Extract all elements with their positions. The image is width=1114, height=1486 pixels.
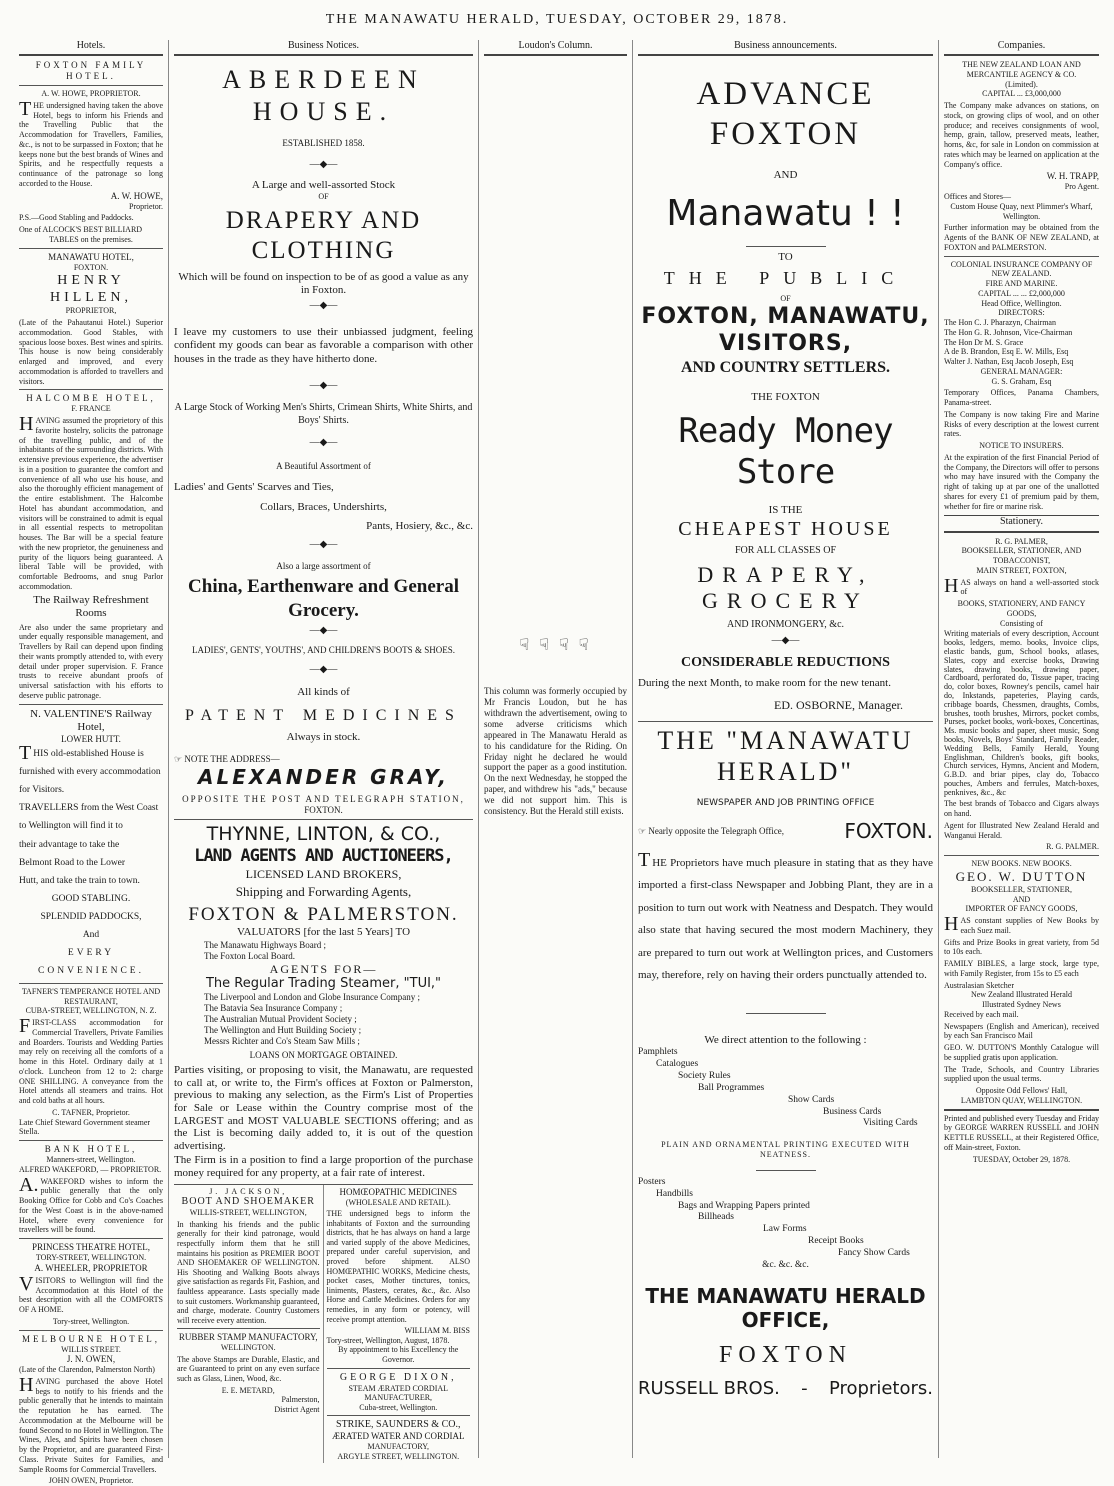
ad-body: GEO. W. DUTTON'S Monthly Catalogue will be supplied gratis upon application. [944, 1043, 1099, 1062]
ornament: —◆— [309, 663, 338, 675]
ad-line: Head Office, Wellington. [981, 298, 1062, 308]
ad-line: OPPOSITE THE POST AND TELEGRAPH STATION, [182, 793, 465, 804]
ad-headline: CONSIDERABLE REDUCTIONS [681, 654, 890, 670]
ad-proprietor: A. WHEELER, PROPRIETOR [34, 1262, 148, 1273]
ad-name: ALEXANDER GRAY, [198, 765, 449, 790]
ad-title: J. JACKSON, [209, 1186, 288, 1196]
ad-role: Pro Agent. [1064, 182, 1099, 192]
print-item: Posters [638, 1176, 666, 1187]
ad-line: Collars, Braces, Undershirts, [260, 500, 387, 513]
ad-line: The Batavia Sea Insurance Company ; [204, 1003, 343, 1014]
ad-signature-role: Proprietor. [129, 201, 163, 211]
print-item: Ball Programmes [698, 1082, 765, 1093]
ad-headline: FOXTON, MANAWATU, VISITORS, [641, 304, 930, 356]
ad-signature: ED. OSBORNE, Manager. [774, 698, 903, 713]
ad-line: AGENTS FOR— [269, 961, 378, 976]
ad-body: At the expiration of the first Financial Period of the Company, the Directors will offer to persons who may have insured with the Company the right of taking up at par one of the unallotted shares for every £1 of premium paid by them, whether for fire or marine risk. [944, 452, 1099, 511]
ad-headline: Manawatu ! ! [666, 193, 905, 235]
ad-line: The Foxton Local Board. [204, 950, 295, 961]
ad-line: CAPITAL ... ... £2,000,000 [978, 288, 1065, 298]
ad-line: Ladies' and Gents' Scarves and Ties, [174, 480, 334, 493]
print-item: Bags and Wrapping Papers printed [678, 1200, 810, 1211]
ad-place: WELLINGTON. [220, 1343, 276, 1353]
ad-role: BOOKSELLER, STATIONER, [971, 884, 1072, 894]
ad-place: Palmerston, [281, 1395, 320, 1405]
ad-body: Parties visiting, or proposing to visit, the Manawatu, are requested to call at, or write to, the Firm's offices at Foxton or Palmerston, previous to making any selection, as the Firm's List of Properties for Sale or Lease within the Country comprise most of the LARGEST and MOST VALUABLE SECTIONS offering; and as the List is becoming daily added to, it is out of the question advertising. [174, 1063, 473, 1152]
ad-line: to Wellington will find it to [19, 821, 123, 832]
ad-address: ARGYLE STREET, WELLINGTON. [337, 1451, 460, 1461]
ad-role: IMPORTER OF FANCY GOODS, [965, 904, 1078, 914]
ad-line: BOOKS, STATIONERY, AND FANCY GOODS, [957, 599, 1086, 618]
ad-body: HAS always on hand a well-assorted stock of [944, 574, 1099, 597]
ad-line: THE FOXTON [751, 391, 820, 404]
ad-subtitle: (Limited). [1005, 79, 1038, 89]
ad-line: Walter J. Nathan, Esq Jacob Joseph, Esq [944, 357, 1074, 367]
print-item: Fancy Show Cards [838, 1248, 910, 1259]
print-item: Catalogues [656, 1059, 699, 1070]
column-heading: Companies. [944, 40, 1099, 56]
loudons-column [479, 40, 633, 1458]
ad-title: THE NEW ZEALAND LOAN AND MERCANTILE AGENCY & CO. [962, 60, 1081, 79]
ad-line: The Manawatu Highways Board ; [204, 939, 326, 950]
print-item: Receipt Books [808, 1236, 864, 1247]
ad-note: (Late of the Clarendon, Palmerston North) [19, 1365, 155, 1375]
ad-line: their advantage to take the [19, 839, 120, 850]
ad-line: PLAIN AND ORNAMENTAL PRINTING EXECUTED WITH NEATNESS. [661, 1140, 910, 1160]
divider [19, 983, 163, 984]
small-ads-left [174, 1185, 324, 1464]
ad-body: VISITORS to Wellington will find the Accommodation at this Hotel of the best description with all the COMFORTS OF A HOME. [19, 1272, 163, 1315]
ad-line: Hutt, and take the train to town. [19, 875, 140, 886]
ad-line: ☞ Nearly opposite the Telegraph Office, [638, 825, 785, 836]
ornament: —◆— [309, 436, 338, 448]
ad-line: AND IRONMONGERY, &c. [726, 619, 845, 631]
ad-body: The above Stamps are Durable, Elastic, and are Guaranteed to print on any even surface such as Glass, Linen, Wood, &c. [177, 1354, 320, 1383]
ornament: —◆— [309, 158, 338, 170]
ad-line: All kinds of [297, 686, 350, 699]
ad-line: Which will be found on inspection to be of as good a value as any in Foxton. [178, 270, 469, 297]
ad-line: FOR ALL CLASSES OF [734, 545, 837, 557]
ad-note: One of ALCOCK'S BEST BILLIARD [19, 225, 143, 235]
divider [19, 1330, 163, 1331]
ad-line: The Hon G. R. Johnson, Vice-Chairman [944, 327, 1073, 337]
ad-signature: JOHN OWEN, Proprietor. [48, 1476, 134, 1486]
ad-line: AND [1012, 894, 1031, 904]
ad-address: Custom House Quay, next Plimmer's Wharf, Wellington. [950, 201, 1093, 221]
ad-line: The Hon Dr M. S. Grace [944, 337, 1024, 347]
ad-body: HAVING purchased the above Hotel begs to notify to his friends and the public generally that he intends to maintain the reputation he has earned. The Accommodation at the Melbourne will be found Second to no Hotel in Wellington. The Wines, Ales, and Spirits have been chosen by the Proprietor, and are guaranteed First-Class. Private Suites for Families, and Sample Rooms for Commercial Travellers. [19, 1373, 163, 1474]
print-item: Billheads [698, 1212, 734, 1223]
ad-body: The Firm is in a position to find a large proportion of the purchase money required for any property, at a fair rate of interest. [174, 1154, 473, 1180]
hotels-column [14, 40, 169, 1486]
divider [756, 1170, 816, 1171]
divider [327, 1415, 471, 1416]
ad-title: PRINCESS THEATRE HOTEL, [31, 1242, 151, 1253]
ad-signature: R. G. PALMER. [1046, 842, 1099, 852]
ad-headline: ADVANCE FOXTON [696, 76, 875, 153]
ad-role: BOOKSELLER, STATIONER, AND TOBACCONIST, [961, 546, 1082, 566]
ad-line: Received by each mail. [944, 1009, 1019, 1019]
ad-line: A de B. Brandon, Esq E. W. Mills, Esq [944, 347, 1069, 357]
ad-line: Shipping and Forwarding Agents, [235, 884, 412, 900]
ad-line: The Wellington and Hutt Building Society ; [204, 1025, 362, 1036]
ad-title: TAFNER'S TEMPERANCE HOTEL AND RESTAURANT, [21, 986, 161, 1006]
ad-line: SPLENDID PADDOCKS, [40, 911, 142, 922]
ad-line: A Beautiful Assortment of [276, 460, 371, 471]
ad-line: furnished with every accommodation [19, 767, 161, 778]
ad-role: PROPRIETOR, [65, 306, 117, 316]
ad-subtitle: BOOT AND SHOEMAKER [181, 1196, 315, 1208]
ad-line: EVERY CONVENIENCE. [38, 947, 144, 976]
ad-subtitle: STEAM ÆRATED CORDIAL MANUFACTURER, [348, 1383, 449, 1403]
ad-note: By appointment to his Excellency the Governor. [338, 1345, 459, 1364]
ad-title: BANK HOTEL, [44, 1144, 138, 1155]
ad-line: The Regular Trading Steamer, "TUI," [205, 976, 442, 992]
ad-line: DIRECTORS: [998, 308, 1045, 318]
ad-line: TRAVELLERS from the West Coast [19, 803, 159, 814]
ad-dash: - [801, 1377, 808, 1399]
ad-place: WILLIS STREET. [61, 1344, 121, 1354]
ornament: —◆— [309, 624, 338, 636]
ad-line: CAPITAL ... £3,000,000 [982, 89, 1061, 99]
ad-role: Proprietors. [828, 1377, 933, 1399]
ad-line: Offices and Stores— [944, 192, 1011, 202]
ad-headline: FOXTON & PALMERSTON. [188, 904, 459, 926]
ad-line: NEWSPAPER AND JOB PRINTING OFFICE [696, 798, 875, 809]
divider [746, 246, 826, 247]
ad-place: FOXTON. [73, 262, 109, 272]
ad-headline: THE MANAWATU HERALD OFFICE, [645, 1283, 926, 1333]
ad-line: THIS old-established House is [19, 742, 144, 765]
ad-line: Australasian Sketcher [944, 980, 1014, 990]
divider [327, 1368, 471, 1369]
ad-subtitle: ESTABLISHED 1858. [282, 137, 365, 148]
business-announcements-column [633, 40, 939, 1458]
ad-proprietor: A. W. HOWE, PROPRIETOR. [41, 89, 141, 99]
ad-line: Also a large assortment of [276, 561, 371, 572]
print-item: Show Cards [788, 1094, 835, 1105]
ad-headline: Ready Money Store [678, 410, 893, 493]
ad-line: A Large and well-assorted Stock [251, 178, 396, 191]
divider [19, 1140, 163, 1141]
ad-line: New Zealand Illustrated Herald [970, 990, 1073, 1000]
divider [177, 1328, 320, 1329]
ad-line: The Hon C. J. Pharazyn, Chairman [944, 318, 1056, 328]
ad-headline: DRAPERY, GROCERY [697, 561, 874, 614]
ad-line: The Liverpool and London and Globe Insurance Company ; [204, 992, 420, 1003]
divider [638, 721, 933, 722]
ad-place: TORY-STREET, WELLINGTON. [35, 1253, 147, 1263]
ad-name: J. N. OWEN, [66, 1354, 116, 1365]
print-item: Society Rules [678, 1070, 731, 1081]
ad-title: The Railway Refreshment Rooms [33, 593, 149, 620]
ad-body: THE Proprietors have much pleasure in stating that as they have imported a first-class Newspaper and Jobbing Plant, they are in a position to turn out work with Neatness and Despatch. They would also state that having secured the most modern Machinery, they are prepared to turn out work at Wellington prices, and Customers may, therefore, rely on having their orders punctually attended to. [638, 848, 933, 982]
ad-headline: DRAPERY AND CLOTHING [225, 206, 422, 265]
ad-line: LADIES', GENTS', YOUTHS', AND CHILDREN'S BOOTS & SHOES. [192, 644, 455, 655]
ad-line: GOOD STABLING. [51, 893, 131, 904]
print-item: Law Forms [763, 1224, 807, 1235]
ad-title: GEORGE DIXON, [339, 1371, 457, 1383]
ad-body: Temporary Offices, Panama Chambers, Panama-street. [944, 388, 1099, 408]
ad-address: Tory-street, Wellington. [52, 1316, 130, 1326]
ad-line: And [82, 929, 100, 940]
ad-line: GENERAL MANAGER: [980, 366, 1063, 376]
ad-signature: WILLIAM M. BISS [404, 1326, 470, 1336]
ad-line: During the next Month, to make room for the new tenant. [638, 676, 891, 689]
ad-name: GEO. W. DUTTON [955, 868, 1088, 884]
ad-line: Always in stock. [286, 731, 361, 744]
ad-line: Belmont Road to the Lower [19, 857, 126, 868]
ad-address: Cuba-street, Wellington. [359, 1402, 438, 1412]
ad-place: CUBA-STREET, WELLINGTON, N. Z. [25, 1006, 157, 1016]
ad-signature: E. E. METARD, [221, 1385, 275, 1395]
small-ads-grid [174, 1184, 473, 1464]
ad-note: Late Chief Steward Government steamer Stella. [19, 1117, 151, 1137]
ad-line: We direct attention to the following : [704, 1033, 867, 1046]
ad-title: MANAWATU HOTEL, [48, 251, 134, 262]
ad-headline: AND COUNTRY SETTLERS. [680, 358, 891, 376]
ad-body: Gifts and Prize Books in great variety, from 5d to 10s each. [944, 937, 1099, 957]
ad-subtitle: NOTICE TO INSURERS. [979, 441, 1064, 451]
ad-line: LICENSED LAND BROKERS, [245, 866, 402, 881]
ad-body: The Company make advances on stations, on stock, on growing clips of wool, and on other produce; and receives consignments of wool, hemp, grain, tallow, preserved meats, leather, horns, &c, for sale in London on commission at rates which may be learned on application at the Company's office. [944, 101, 1099, 169]
ad-headline: China, Earthenware and General Grocery. [188, 576, 459, 621]
ad-headline: THE PUBLIC [663, 268, 908, 289]
divider [19, 248, 163, 249]
ad-name: HENRY HILLEN, [49, 273, 133, 306]
ornament: —◆— [309, 380, 338, 392]
companies-column [939, 40, 1104, 1458]
column-heading: Business announcements. [638, 40, 933, 56]
divider [19, 85, 163, 86]
ad-body: Agent for Illustrated New Zealand Herald and Wanganui Herald. [944, 820, 1099, 840]
ad-body: THE undersigned having taken the above Hotel, begs to inform his Friends and the Travelling Public that the Accommodation for Travellers, Families, &c., is not to be surpassed in Foxton; that he keeps none but the best brands of Wines and Spirits, and he respectfully requests a continuance of the patronage so long accorded to the House. [19, 97, 163, 188]
ad-name: RUSSELL BROS. [638, 1377, 780, 1399]
ad-title: N. VALENTINE'S Railway Hotel, [30, 707, 152, 733]
ad-line: Opposite Odd Fellows' Hall, [975, 1086, 1068, 1096]
ad-subtitle: ÆRATED WATER AND CORDIAL [331, 1431, 465, 1442]
ad-headline: CHEAPEST HOUSE [678, 518, 893, 541]
divider [19, 1238, 163, 1239]
ad-role: District Agent [274, 1404, 320, 1414]
print-item: Pamphlets [638, 1047, 678, 1058]
ad-title: COLONIAL INSURANCE COMPANY OF NEW ZEALAND. [950, 259, 1093, 279]
ad-line: FOXTON. [304, 804, 343, 815]
ad-body: (Late of the Pahautanui Hotel.) Superior accommodation. Good Stables, with spacious loose boxes. Best wines and spirits. This house is now being considerably enlarged and improved, and every accommodation is afforded to travellers and visitors. [19, 318, 163, 386]
ad-place: LOWER HUTT. [61, 734, 121, 745]
print-item: Handbills [656, 1188, 693, 1199]
masthead: THE MANAWATU HERALD, TUESDAY, OCTOBER 29, 1878. [325, 12, 789, 27]
ad-line: Pants, Hosiery, &c., &c. [366, 520, 473, 533]
ad-line: TO [778, 251, 793, 263]
column-heading: Hotels. [19, 40, 163, 56]
ad-line: A Large Stock of Working Men's Shirts, Crimean Shirts, White Shirts, and Boys' Shirts. [174, 402, 473, 426]
ad-line: VALUATORS [for the last 5 Years] TO [236, 926, 411, 939]
ad-line: IS THE [768, 503, 803, 516]
section-heading: Stationery. [944, 515, 1099, 532]
ad-signature: C. TAFNER, Proprietor. [52, 1107, 130, 1117]
print-item: Visiting Cards [863, 1118, 918, 1129]
ad-line: ☞ NOTE THE ADDRESS— [174, 754, 280, 765]
column-heading: Loudon's Column. [484, 40, 627, 56]
ad-body: I leave my customers to use their unbiassed judgment, feeling confident my goods can bear as favorable a comparison with other houses in the trade as they have hitherto done. [174, 325, 473, 365]
ad-line: NEW BOOKS. NEW BOOKS. [971, 859, 1072, 869]
business-notices-column [169, 40, 479, 1461]
ad-headline: FOXTON. [844, 819, 933, 844]
divider [174, 819, 473, 820]
ad-line: Illustrated Sydney News [982, 1000, 1061, 1010]
ad-note: TABLES on the premises. [49, 234, 133, 244]
divider [944, 256, 1099, 257]
ad-title: FOXTON FAMILY HOTEL. [35, 60, 147, 82]
ad-title: ABERDEEN HOUSE. [222, 65, 425, 126]
ad-line: for Visitors. [19, 785, 65, 796]
print-item: &c. &c. &c. [762, 1259, 809, 1270]
ad-subtitle: FIRE AND MARINE. [985, 279, 1058, 289]
ad-line: Messrs Richter and Co's Steam Saw Mills ; [204, 1036, 360, 1046]
ad-note: P.S.—Good Stabling and Paddocks. [19, 213, 134, 223]
ad-title: STRIKE, SAUNDERS & CO., [336, 1419, 461, 1431]
ad-title: RUBBER STAMP MANUFACTORY, [178, 1332, 318, 1343]
pointing-hand-icon: ☟ ☟ ☟ ☟ [519, 637, 592, 655]
divider [19, 704, 163, 705]
divider [746, 1013, 826, 1014]
column-body: This column was formerly occupied by Mr Francis Loudon, but he has withdrawn the advertisement, owing to some adverse criticisms which appeared in The Manawatu Herald as to his candidature for the Riding. On Friday night he declared he would support the paper as a good institution. On the next Wednesday, he stopped the paper, and withdrew his "ads," because we did not support him. This is consistency. But the Herald still exists. [484, 685, 627, 817]
ad-body: Are also under the same proprietary and under equally responsible management, and Travellers by Rail can depend upon finding their wants promptly attended to, with every detail under proper supervision. F. France trusts to receive abundant proofs of universal satisfaction with his efforts to deserve public patronage. [19, 622, 163, 700]
ad-body: A.WAKEFORD wishes to inform the public generally that the only Booking Office for Cobb and Co's Coaches for the West Coast is in the above-named Hotel, where every convenience for travellers will be found. [19, 1173, 163, 1235]
ad-line: OF [318, 192, 329, 202]
ornament: —◆— [309, 299, 338, 311]
ad-body: The Trade, Schools, and Country Libraries supplied upon the usual terms. [944, 1064, 1099, 1084]
divider [944, 855, 1099, 856]
ad-line: Consisting of [1000, 618, 1043, 628]
ad-name: F. FRANCE [71, 404, 111, 414]
ad-subtitle: (WHOLESALE AND RETAIL). [345, 1197, 451, 1207]
ad-line: G. S. Graham, Esq [991, 376, 1052, 386]
divider [19, 389, 163, 390]
ad-body: The Company is now taking Fire and Marine Risks of every description at the lowest current rates. [944, 409, 1099, 439]
ad-body: Further information may be obtained from the Agents of the BANK OF NEW ZEALAND, at FOXTON and PALMERSTON. [944, 223, 1099, 252]
ornament: —◆— [771, 635, 800, 647]
ad-place: WILLIS-STREET, WELLINGTON, [189, 1208, 307, 1218]
ad-address: LAMBTON QUAY, WELLINGTON. [960, 1095, 1083, 1105]
ad-signature: W. H. TRAPP, [1046, 171, 1099, 182]
ad-body: In thanking his friends and the public generally for their kind patronage, would respectfully inform them that he still maintains his position as PREMIER BOOT AND SHOEMAKER OF WELLINGTON. His Shooting and Walking Boots always give satisfaction as regards Fit, Fashion, and faultless appearance. Lasts specially made to suit customers. Workmanship guaranteed, and charge, moderate. Country Customers will receive every attention. [177, 1219, 320, 1325]
ornament: —◆— [309, 539, 338, 551]
ad-place: Manners-street, Wellington. [46, 1155, 136, 1165]
ad-name: R. G. PALMER, [995, 536, 1048, 546]
ad-signature: A. W. HOWE, [110, 190, 163, 201]
ad-title: HALCOMBE HOTEL, [26, 393, 156, 404]
ad-title: MELBOURNE HOTEL, [22, 1333, 160, 1344]
ad-subtitle: MANUFACTORY, [367, 1442, 430, 1452]
ad-body: HAS constant supplies of New Books by each Suez mail. [944, 913, 1099, 936]
ad-line: AND [773, 168, 798, 181]
ad-body: THE undersigned begs to inform the inhabitants of Foxton and the surrounding districts, that he has always on hand a large and varied supply of the above Medicines, prepared under careful supervision, and proved before shipment. ALSO HOMŒPATHIC WORKS, Medicine chests, pocket cases, Mother tinctures, tonics, liniments, Plasters, cerates, &c., &c. Also Horse and Cattle Medicines. Orders for any remedies, in any form or potency, will receive prompt attention. [326, 1209, 470, 1324]
ad-headline: FOXTON [719, 1341, 852, 1368]
column-heading: Business Notices. [174, 40, 473, 56]
ad-body: FAMILY BIBLES, a large stock, large type, with Family Register, from 15s to £5 each [944, 959, 1099, 978]
print-item: Business Cards [823, 1106, 882, 1117]
ad-body: Newspapers (English and American), received by each San Francisco Mail [944, 1021, 1099, 1041]
ad-title: HOMŒOPATHIC MEDICINES [339, 1186, 457, 1197]
ad-line: The Australian Mutual Provident Society ; [204, 1014, 357, 1025]
ad-name: THYNNE, LINTON, & CO., [206, 822, 441, 845]
ad-body: Writing materials of every description, Account books, ledgers, memo. books, Invoice clips, elastic bands, gum, School books, atlases, Slates, copy and exercise books, Drawing slates, drawing books, drawing paper, Cardboard, perforated do, Tissue paper, tracing do, color boxes, Rowney's pencils, camel hair do, Inkstands, papeteries, Playing cards, cribbage boards, Chessmen, draughts, Combs, brushes, tooth brushes, Mirrors, pocket combs, Purses, pocket books, work-boxes, Concertinas, Ms. music books and paper, sheet music, Song books, Novels, Boys' Standard, Family Reader, Wedding Bells, Family Herald, Young Englishman, Children's books, gift books, Church services, Hymns, Ancient and Modern, G.B.D. and briar pipes, clay do, Tobacco pouches, Ambers and ferrules, Match-boxes, penknives, &c., &c [944, 629, 1099, 797]
imprint-date: TUESDAY, October 29, 1878. [972, 1154, 1071, 1164]
ad-proprietor: ALFRED WAKEFORD, — PROPRIETOR. [19, 1164, 162, 1174]
ad-body: FIRST-CLASS accommodation for Commercial Travellers, Private Families and Boarders. Tourists and Wedding Parties may rely on receiving all the comforts of a home in this Hotel. Ordinary daily at 1 o'clock. Luncheon from 12 to 2: charge ONE SHILLING. A conveyance from the Hotel attends all steamers and trains. Hot and cold baths at all hours. [19, 1015, 163, 1106]
small-ads-right [324, 1185, 474, 1464]
ad-address: Tory-street, Wellington, August, 1878. [326, 1335, 450, 1345]
ad-body: HAVING assumed the proprietory of this favorite hostelry, solicits the patronage of the travelling public, and of the inhabitants of the surrounding districts. With extensive previous experience, the advertiser is in a position to guarantee the comfort and convenience of all who use his house, and also the thoroughly efficient management of the entire establishment. The Halcombe Hotel has abundant accommodation, and visitors will be constrained to admit is equal in all essential respects to metropolitan houses. The Bar will be a special feature with the new proprietor, the genuineness and purity of the liquors being guaranteed. A liberal Table will be provided, with comfortable Bedrooms, and snug Parlor accommodation. [19, 413, 163, 591]
ad-line: LOANS ON MORTGAGE OBTAINED. [249, 1049, 398, 1060]
imprint: Printed and published every Tuesday and Friday by GEORGE WARREN RUSSELL and JOHN KETTLE RUSSELL, at their Registered Office, off Main-street, Foxton. [944, 1113, 1099, 1152]
ad-address: MAIN STREET, FOXTON, [976, 565, 1067, 575]
ad-line: OF [780, 294, 791, 304]
ad-headline: PATENT MEDICINES [185, 706, 462, 724]
ad-headline: THE "MANAWATU HERALD" [657, 725, 914, 787]
ad-body: The best brands of Tobacco and Cigars always on hand. [944, 799, 1099, 819]
divider [944, 1109, 1099, 1111]
ad-headline: LAND AGENTS AND AUCTIONEERS, [194, 845, 453, 866]
